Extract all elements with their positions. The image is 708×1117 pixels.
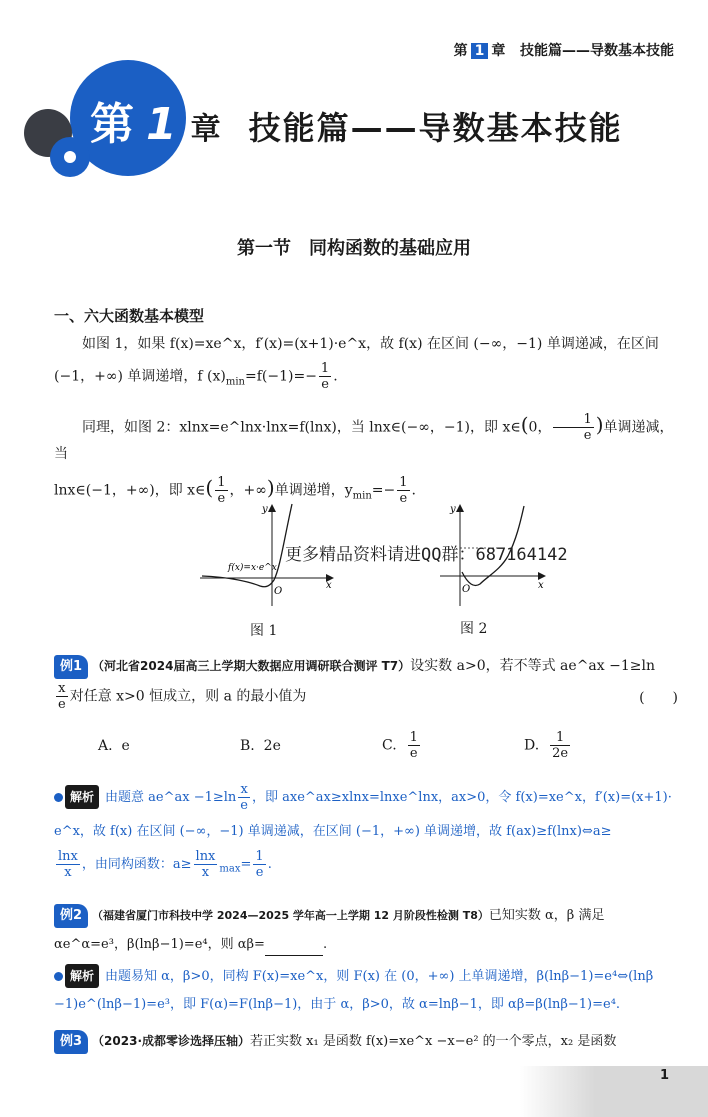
solution-1-fraction-3 <box>194 849 218 880</box>
figure-2-x-label: x <box>538 580 544 591</box>
paragraph-1-end: . <box>333 368 338 385</box>
running-header-suffix: 章 <box>491 43 506 59</box>
paragraph-2 <box>54 412 682 507</box>
example-1-text-b: 对任意 x>0 恒成立，则 a 的最小值为 <box>69 688 307 705</box>
option-c-label: C. <box>382 737 397 754</box>
paren-close: ) <box>266 475 275 500</box>
chapter-di: 第 <box>90 99 136 150</box>
paragraph-2-fraction-1 <box>553 412 593 443</box>
fraction-denominator: x <box>64 865 72 880</box>
example-1-source: （河北省2024届高三上学期大数据应用调研联合测评 T7） <box>92 659 411 673</box>
example-2-text-a: 已知实数 α，β 满足 <box>488 908 605 923</box>
fraction-denominator: e <box>58 697 66 712</box>
fraction-numerator: lnx <box>195 849 216 864</box>
example-1-line-1 <box>54 655 682 679</box>
example-2-source: （福建省厦门市科技中学 2024—2025 学年高一上学期 12 月阶段性检测 T8） <box>92 909 489 922</box>
solution-1-line-1 <box>54 782 682 813</box>
option-b <box>240 738 281 754</box>
paragraph-2-line-1-b: 单调递减，当 <box>54 419 674 462</box>
fraction-numerator: 1 <box>553 412 593 428</box>
example-2-line-2-a: αe^α=e³，β(lnβ−1)=e⁴，则 αβ= <box>54 937 265 952</box>
fraction-denominator: e <box>399 491 408 506</box>
option-a-label: A. <box>98 738 113 754</box>
fraction-denominator: e <box>583 428 592 443</box>
solution-1-tag: 解析 <box>65 785 99 809</box>
fraction-numerator: 1 <box>409 730 418 745</box>
paragraph-2-line-2-a: lnx∈(−1，+∞)，即 x∈ <box>54 482 206 499</box>
example-1-text-a: 设实数 a>0，若不等式 ae^ax −1≥ln <box>410 658 655 674</box>
figure-2-origin-label: O <box>462 584 471 595</box>
footer-band <box>520 1066 708 1117</box>
fraction-numerator: 1 <box>320 361 330 376</box>
fraction-numerator: x <box>56 681 68 697</box>
watermark-text: 更多精品资料请进QQ群：687164142 <box>285 545 568 565</box>
page-number: 1 <box>660 1068 670 1083</box>
option-d <box>524 730 572 761</box>
example-3-tag: 例3 <box>54 1030 88 1054</box>
solution-1-end: . <box>267 857 272 872</box>
example-3 <box>54 1030 682 1054</box>
fraction-numerator: 1 <box>255 849 264 864</box>
example-2-tag: 例2 <box>54 904 88 928</box>
solution-1-fraction-4 <box>253 849 265 880</box>
example-1-answer-paren: ( ) <box>639 690 678 706</box>
solution-2-tag: 解析 <box>65 964 99 988</box>
fraction-denominator: e <box>217 491 226 506</box>
option-a <box>98 738 130 754</box>
example-3-source: （2023·成都零诊选择压轴） <box>92 1034 251 1048</box>
option-c-fraction <box>408 730 420 761</box>
fraction-numerator: 1 <box>217 475 226 490</box>
paragraph-2-line-2-d: =− <box>371 482 396 499</box>
chapter-zhang: 章 <box>190 112 221 147</box>
running-header-prefix: 第 <box>453 43 468 59</box>
fraction-denominator: e <box>321 377 329 392</box>
chapter-number: 1 <box>146 99 177 150</box>
fraction-denominator: 2e <box>552 746 569 761</box>
option-b-value: 2e <box>263 738 281 754</box>
fraction-numerator: x <box>238 782 250 798</box>
example-1 <box>54 655 682 712</box>
solution-2 <box>54 964 682 1016</box>
paragraph-1-fraction <box>319 361 331 392</box>
paragraph-2-line-2 <box>54 475 682 507</box>
paragraph-2-end: . <box>411 482 416 499</box>
chapter-title <box>90 88 623 152</box>
solution-1-fraction-2 <box>56 849 80 880</box>
paragraph-2-line-2-b: ，+∞ <box>229 482 267 499</box>
paragraph-1-line-2-b: =f(−1)=− <box>244 368 317 385</box>
paragraph-2-min-subscript: min <box>352 490 372 502</box>
paragraph-1-min-subscript: min <box>225 376 245 388</box>
chapter-name: 技能篇——导数基本技能 <box>248 109 623 147</box>
example-2 <box>54 904 682 956</box>
paragraph-1-line-2-a: (−1，+∞) 单调递增，f (x) <box>54 368 226 385</box>
solution-2-line-1 <box>54 964 682 988</box>
example-1-line-2 <box>54 681 682 712</box>
solution-1-max-subscript: max <box>219 863 241 875</box>
figure-2-y-label: y <box>450 504 456 515</box>
paragraph-1-line-2 <box>54 361 682 393</box>
example-2-line-2 <box>54 934 682 956</box>
solution-1 <box>54 782 682 881</box>
example-1-fraction <box>56 681 68 712</box>
figure-2-caption: 图 2 <box>460 621 488 637</box>
fraction-denominator: x <box>201 865 210 880</box>
solution-1-line-3-a: ，由同构函数：a≥ <box>81 857 192 872</box>
option-c <box>382 730 422 761</box>
option-d-label: D. <box>524 737 540 754</box>
solution-1-line-3-b: = <box>240 857 252 872</box>
running-header-title: 技能篇——导数基本技能 <box>520 43 674 59</box>
solution-1-line-1-a: 由题意 ae^ax −1≥ln <box>105 790 237 805</box>
paragraph-1 <box>54 333 682 393</box>
fraction-denominator: e <box>409 746 418 761</box>
paragraph-2-line-2-c: 单调递增，y <box>274 482 353 499</box>
chapter-ring-hole <box>64 151 76 163</box>
option-d-fraction <box>550 730 570 761</box>
solution-1-line-3 <box>54 849 682 881</box>
option-a-value: e <box>121 738 130 754</box>
figure-1-caption: 图 1 <box>250 623 278 639</box>
solution-dot-icon <box>54 793 63 802</box>
paren-close: ) <box>595 412 604 437</box>
option-b-label: B. <box>240 738 255 754</box>
sub-heading: 一、六大函数基本模型 <box>54 307 205 325</box>
fraction-denominator: e <box>240 798 248 813</box>
running-header-chapter-number: 1 <box>471 43 489 59</box>
section-title: 第一节 同构函数的基础应用 <box>237 238 471 259</box>
fraction-numerator: lnx <box>58 849 78 864</box>
figure-1-y-label: y <box>262 504 268 515</box>
figure-1-function-label: f(x)=x·e^x <box>228 563 277 573</box>
example-1-tag: 例1 <box>54 655 88 679</box>
figure-1-curve <box>202 504 292 587</box>
example-2-end: . <box>322 937 328 952</box>
paragraph-2-line-1-a: 同理，如图 2：xlnx=e^lnx·lnx=f(lnx)，当 lnx∈(−∞，−1)，即 x∈ <box>82 419 521 436</box>
paragraph-1-line-1: 如图 1，如果 f(x)=xe^x，f′(x)=(x+1)·e^x，故 f(x) 在区间 (−∞，−1) 单调递减，在区间 <box>82 336 659 352</box>
fraction-denominator: e <box>255 865 264 880</box>
solution-1-fraction-1 <box>238 782 250 813</box>
fraction-numerator: 1 <box>399 475 408 490</box>
fraction-numerator: 1 <box>550 730 570 746</box>
answer-blank[interactable] <box>265 941 323 956</box>
solution-dot-icon <box>54 972 63 981</box>
paren-open: ( <box>520 412 529 437</box>
paragraph-2-line-1: 同理，如图 2：xlnx=e^lnx·lnx=f(lnx)，当 lnx∈(−∞，−1)，即 x∈(0， $\frac{1}{e}$ )单调递减，当 <box>54 412 674 462</box>
solution-2-line-2: −1)e^(lnβ−1)=e³，即 F(α)=F(lnβ−1)，由于 α，β>0，故 α=lnβ−1，即 αβ=β(lnβ−1)=e⁴. <box>54 997 621 1012</box>
example-3-text: 若正实数 x₁ 是函数 f(x)=xe^x −x−e² 的一个零点，x₂ 是函数 <box>250 1034 617 1049</box>
paren-open: ( <box>205 475 214 500</box>
figure-1-x-label: x <box>326 580 332 591</box>
solution-1-line-2: e^x，故 f(x) 在区间 (−∞，−1) 单调递减，在区间 (−1，+∞) 单调递增，故 f(ax)≥f(lnx)⇔a≥ <box>54 824 612 839</box>
figure-1-origin-label: O <box>274 586 283 597</box>
example-2-line-1 <box>54 904 682 928</box>
solution-2-line-1-text: 由题易知 α，β>0，同构 F(x)=xe^x，则 F(x) 在 (0，+∞) 上单调递增，β(lnβ−1)=e⁴⇔(lnβ <box>105 969 654 984</box>
paragraph-2-fraction-3 <box>397 475 409 506</box>
solution-1-line-1-b: ，即 axe^ax≥xlnx=lnxe^lnx，ax>0，令 f(x)=xe^x，f′(x)=(x+1)· <box>252 790 672 805</box>
